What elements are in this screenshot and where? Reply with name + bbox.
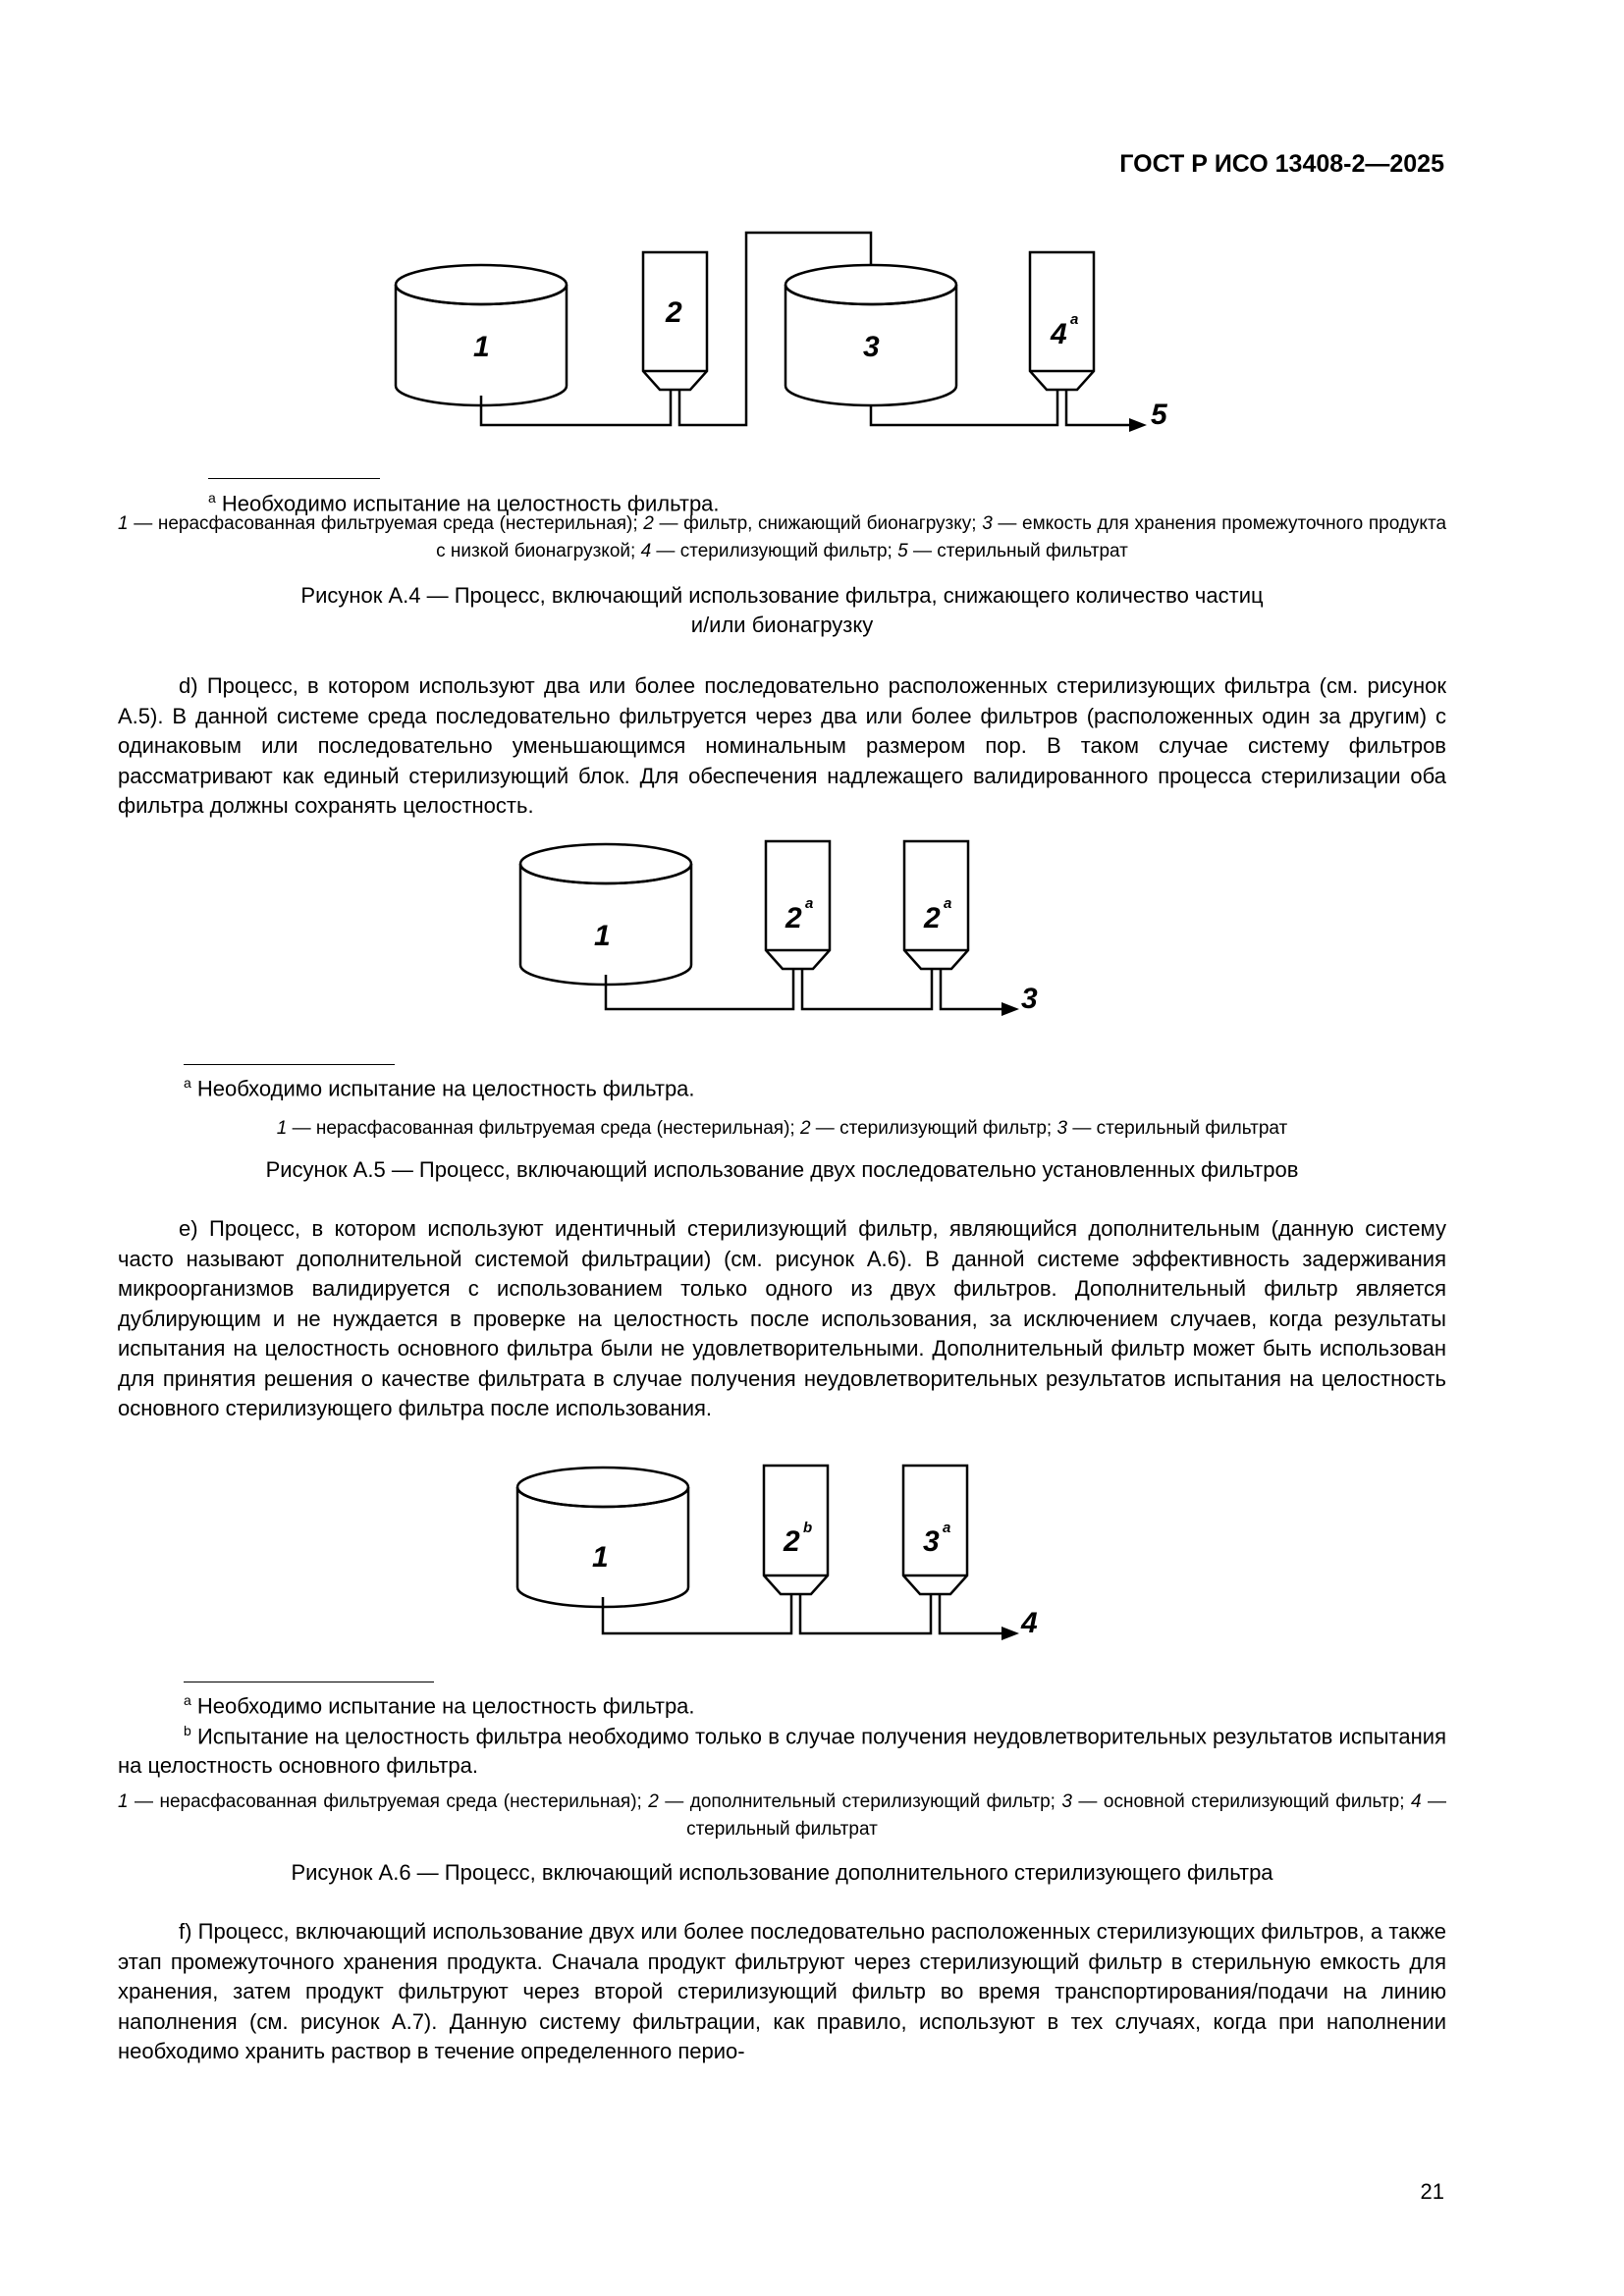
legend-key: 2 <box>799 1118 811 1139</box>
fig-a5-label-3: 3 <box>1021 983 1038 1015</box>
legend-key: 4 <box>1410 1791 1422 1812</box>
legend-text: — стерильный фильтрат <box>1067 1118 1288 1139</box>
legend-text: — емкость для хранения промежуточного продукта с низкой бионагрузкой; <box>436 513 1447 561</box>
legend-key: 1 <box>118 1791 129 1812</box>
fig-a4-label-1: 1 <box>473 331 490 363</box>
footnote-text: Необходимо испытание на целостность фильтра. <box>196 1693 695 1719</box>
legend-text: — стерильный фильтрат <box>907 541 1128 561</box>
paragraph-f <box>118 1917 1446 2067</box>
fig-a6-label-2: 2 <box>784 1525 800 1558</box>
footnote-mark: a <box>184 1075 191 1091</box>
footnote-mark: a <box>208 490 216 506</box>
document-header: ГОСТ Р ИСО 13408-2—2025 <box>1119 150 1444 178</box>
legend-key: 2 <box>648 1791 659 1812</box>
caption-line: и/или бионагрузку <box>690 613 874 637</box>
legend-text: — стерильный фильтрат <box>686 1791 1447 1840</box>
page-number: 21 <box>1420 2179 1444 2204</box>
fig-a4-label-4-sup: a <box>1070 311 1079 328</box>
legend-key: 3 <box>982 513 993 534</box>
legend-text: — основной стерилизующий фильтр; <box>1071 1791 1411 1812</box>
legend-text: — нерасфасованная фильтруемая среда (нестерильная); <box>128 513 644 534</box>
fig-a6-label-3: 3 <box>923 1525 940 1558</box>
legend-text: — нерасфасованная фильтруемая среда (нестерильная); <box>128 1791 649 1812</box>
legend-text: — стерилизующий фильтр; <box>810 1118 1057 1139</box>
legend-text: — стерилизующий фильтр; <box>651 541 898 561</box>
legend-key: 1 <box>118 513 129 534</box>
fig-a6-label-2-sup: b <box>803 1520 813 1536</box>
fig-a4-label-3: 3 <box>863 331 880 363</box>
fig-a4-label-4: 4 <box>1051 318 1067 350</box>
paragraph-text: e) Процесс, в котором используют идентичный стерилизующий фильтр, являющийся дополнительным (данную систему часто называют дополнительной системой фильтрации) (см. рисунок А.6). В данной системе эффективность задерживания микроорганизмов валидируется с использованием только одного из двух фильтров. Дополнительный фильтр является дублирующим и не нуждается в проверке на целостность после использования, за исключением случаев, когда результаты испытания на целостность основного фильтра были не удовлетворительными. Дополнительный фильтр может быть использован для принятия решения о качестве фильтрата в случае получения неудовлетворительных результатов испытания на целостность основного стерилизующего фильтра после использования. <box>118 1216 1446 1420</box>
legend-key: 1 <box>276 1118 288 1139</box>
paragraph-text: d) Процесс, в котором используют два или более последовательно расположенных стерилизующих фильтра (см. рисунок А.5). В данной системе среда последовательно фильтруется через два или более фильтров (расположенных один за другим) с одинаковым или последовательно уменьшающимся номинальным размером пор. В таком случае систему фильтров рассматривают как единый стерилизующий блок. Для обеспечения надлежащего валидированного процесса стерилизации оба фильтра должны сохранять целостность. <box>118 673 1446 818</box>
legend-key: 4 <box>640 541 652 561</box>
fig-a5-caption: Рисунок А.5 — Процесс, включающий использование двух последовательно установленных фильтров <box>265 1157 1299 1182</box>
fig-a4-label-5: 5 <box>1151 399 1167 431</box>
footnote-text: Необходимо испытание на целостность фильтра. <box>196 1076 695 1101</box>
fig-a6-label-4: 4 <box>1021 1607 1038 1639</box>
legend-text: — дополнительный стерилизующий фильтр; <box>658 1791 1062 1812</box>
legend-key: 3 <box>1061 1791 1072 1812</box>
legend-text: — нерасфасованная фильтруемая среда (нестерильная); <box>287 1118 800 1139</box>
fig-a6-legend <box>118 1789 1446 1843</box>
fig-a4-label-2: 2 <box>666 296 682 329</box>
legend-key: 2 <box>643 513 654 534</box>
fig-a6-caption: Рисунок А.6 — Процесс, включающий использование дополнительного стерилизующего фильтра <box>291 1860 1273 1885</box>
footnote-text: Необходимо испытание на целостность фильтра. <box>221 491 720 516</box>
fig-a6-footnote-b <box>118 1716 1446 1781</box>
footnote-mark: b <box>184 1723 191 1738</box>
paragraph-text: f) Процесс, включающий использование двух или более последовательно расположенных стерилизующих фильтров, а также этап промежуточного хранения продукта. Сначала продукт фильтруют через стерилизующий фильтр в стерильную емкость для хранения, затем продукт фильтруют через второй стерилизующий фильтр во время транспортирования/подачи на линию наполнения (см. рисунок А.7). Данную систему фильтрации, как правило, используют в тех случаях, когда при наполнении необходимо хранить раствор в течение определенного перио- <box>118 1919 1446 2063</box>
fig-a5-label-2b-sup: a <box>944 895 952 912</box>
fig-a5-label-1: 1 <box>594 920 611 952</box>
fig-a5-label-2b: 2 <box>924 902 941 934</box>
fig-a6-label-1: 1 <box>592 1541 609 1574</box>
fig-a5-label-2a: 2 <box>785 902 802 934</box>
fig-a6-label-3-sup: a <box>943 1520 951 1536</box>
legend-key: 3 <box>1056 1118 1068 1139</box>
fig-a5-label-2a-sup: a <box>805 895 814 912</box>
footnote-text: Испытание на целостность фильтра необходимо только в случае получения неудовлетворительных результатов испытания на целостность основного фильтра. <box>118 1724 1446 1779</box>
footnote-mark: a <box>184 1692 191 1708</box>
legend-text: — фильтр, снижающий бионагрузку; <box>653 513 983 534</box>
legend-key: 5 <box>897 541 908 561</box>
caption-line: Рисунок А.4 — Процесс, включающий использование фильтра, снижающего количество частиц <box>300 583 1264 608</box>
